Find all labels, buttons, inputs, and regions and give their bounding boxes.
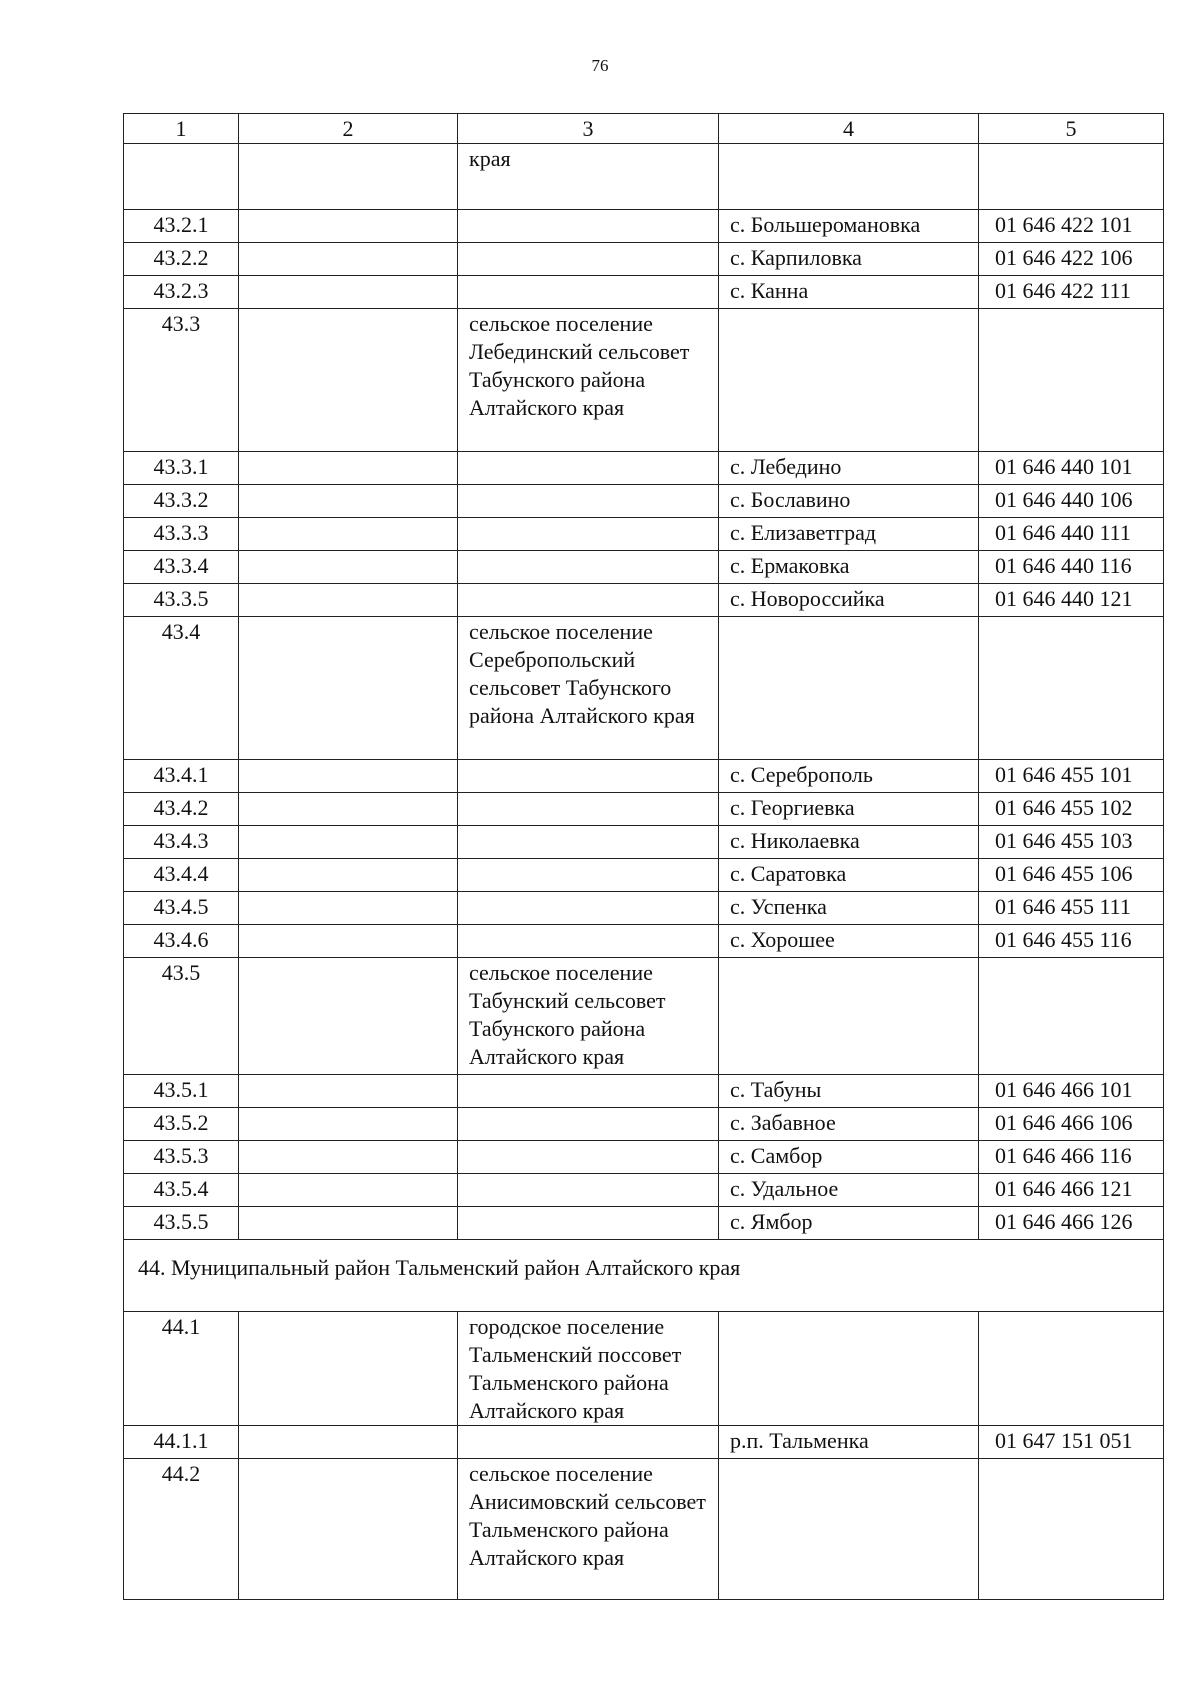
row-settlement-cell: с. Большеромановка [719, 210, 979, 243]
row-settlement-cell: с. Ямбор [719, 1207, 979, 1240]
row-code-cell: 44.1 [124, 1312, 239, 1426]
row-settlement-cell [719, 1459, 979, 1600]
row-empty-cell [239, 243, 458, 276]
row-municipality-cell [458, 485, 719, 518]
row-okato-cell: 01 646 440 121 [979, 584, 1164, 617]
row-okato-cell [979, 617, 1164, 760]
row-code-cell: 43.3 [124, 309, 239, 452]
row-code-cell: 43.4.3 [124, 826, 239, 859]
row-okato-cell: 01 646 422 111 [979, 276, 1164, 309]
row-okato-cell: 01 646 440 111 [979, 518, 1164, 551]
row-empty-cell [239, 1207, 458, 1240]
page-number: 76 [591, 56, 609, 75]
row-okato-cell: 01 646 440 101 [979, 452, 1164, 485]
row-municipality-cell [458, 826, 719, 859]
row-settlement-cell: с. Забавное [719, 1108, 979, 1141]
row-municipality-cell [458, 1075, 719, 1108]
row-empty-cell [239, 1108, 458, 1141]
row-settlement-cell: с. Удальное [719, 1174, 979, 1207]
row-code-cell: 43.4.2 [124, 793, 239, 826]
row-municipality-cell [458, 276, 719, 309]
table-row [124, 892, 1164, 925]
row-settlement-cell: с. Елизаветград [719, 518, 979, 551]
table-row [124, 1207, 1164, 1240]
table-row [124, 1075, 1164, 1108]
section-header-row [124, 1240, 1164, 1312]
column-header-1: 1 [124, 114, 239, 144]
row-settlement-cell [719, 144, 979, 210]
column-header-4: 4 [719, 114, 979, 144]
row-settlement-cell [719, 958, 979, 1075]
table-row [124, 859, 1164, 892]
row-settlement-cell: с. Николаевка [719, 826, 979, 859]
row-empty-cell [239, 859, 458, 892]
row-code-cell: 43.3.5 [124, 584, 239, 617]
row-settlement-cell: с. Самбор [719, 1141, 979, 1174]
row-code-cell: 43.3.3 [124, 518, 239, 551]
row-code-cell: 44.2 [124, 1459, 239, 1600]
row-municipality-cell [458, 1174, 719, 1207]
row-empty-cell [239, 276, 458, 309]
row-okato-cell: 01 646 466 116 [979, 1141, 1164, 1174]
row-municipality-cell [458, 243, 719, 276]
row-settlement-cell: с. Новороссийка [719, 584, 979, 617]
table-row [124, 1459, 1164, 1600]
row-okato-cell [979, 144, 1164, 210]
table-row [124, 518, 1164, 551]
row-okato-cell: 01 646 466 126 [979, 1207, 1164, 1240]
table-row [124, 485, 1164, 518]
table-row [124, 958, 1164, 1075]
row-code-cell: 43.3.2 [124, 485, 239, 518]
row-empty-cell [239, 485, 458, 518]
row-municipality-cell [458, 452, 719, 485]
row-municipality-cell [458, 210, 719, 243]
table-row [124, 551, 1164, 584]
table-row [124, 925, 1164, 958]
row-settlement-cell: с. Ермаковка [719, 551, 979, 584]
row-municipality-cell [458, 859, 719, 892]
row-code-cell: 43.5.3 [124, 1141, 239, 1174]
row-municipality-cell [458, 892, 719, 925]
row-okato-cell: 01 646 466 101 [979, 1075, 1164, 1108]
row-code-cell: 43.5.4 [124, 1174, 239, 1207]
row-okato-cell: 01 646 455 116 [979, 925, 1164, 958]
row-code-cell: 43.5 [124, 958, 239, 1075]
row-municipality-cell: сельское поселение Табунский сельсовет Табунского района Алтайского края [458, 958, 719, 1075]
row-code-cell: 43.4.6 [124, 925, 239, 958]
row-okato-cell: 01 646 422 101 [979, 210, 1164, 243]
table-row [124, 617, 1164, 760]
table-row [124, 276, 1164, 309]
row-okato-cell: 01 646 455 103 [979, 826, 1164, 859]
row-okato-cell [979, 958, 1164, 1075]
table-row [124, 243, 1164, 276]
row-empty-cell [239, 793, 458, 826]
row-okato-cell: 01 646 440 106 [979, 485, 1164, 518]
row-empty-cell [239, 1141, 458, 1174]
row-code-cell: 43.4.4 [124, 859, 239, 892]
row-municipality-cell [458, 1426, 719, 1459]
row-okato-cell [979, 309, 1164, 452]
row-municipality-cell [458, 1207, 719, 1240]
table-row [124, 584, 1164, 617]
row-empty-cell [239, 518, 458, 551]
table-row [124, 793, 1164, 826]
row-code-cell [124, 144, 239, 210]
row-code-cell: 43.4 [124, 617, 239, 760]
row-empty-cell [239, 925, 458, 958]
row-okato-cell [979, 1459, 1164, 1600]
table-row [124, 1141, 1164, 1174]
row-code-cell: 43.2.3 [124, 276, 239, 309]
row-municipality-cell [458, 925, 719, 958]
row-code-cell: 43.2.1 [124, 210, 239, 243]
table-row [124, 1426, 1164, 1459]
table-header-row [124, 114, 1164, 144]
row-municipality-cell [458, 793, 719, 826]
row-settlement-cell: с. Хорошее [719, 925, 979, 958]
row-empty-cell [239, 1312, 458, 1426]
row-code-cell: 43.5.1 [124, 1075, 239, 1108]
table-row [124, 760, 1164, 793]
row-code-cell: 44.1.1 [124, 1426, 239, 1459]
row-empty-cell [239, 958, 458, 1075]
row-municipality-cell [458, 551, 719, 584]
row-code-cell: 43.4.1 [124, 760, 239, 793]
row-okato-cell [979, 1312, 1164, 1426]
section-title: 44. Муниципальный район Тальменский район Алтайского края [124, 1240, 1164, 1312]
row-okato-cell: 01 646 455 106 [979, 859, 1164, 892]
row-municipality-cell: сельское поселение Анисимовский сельсовет Тальменского района Алтайского края [458, 1459, 719, 1600]
row-code-cell: 43.5.2 [124, 1108, 239, 1141]
row-empty-cell [239, 617, 458, 760]
row-municipality-cell: края [458, 144, 719, 210]
row-empty-cell [239, 1459, 458, 1600]
row-settlement-cell: с. Сереброполь [719, 760, 979, 793]
row-empty-cell [239, 1426, 458, 1459]
row-code-cell: 43.2.2 [124, 243, 239, 276]
row-empty-cell [239, 892, 458, 925]
row-settlement-cell: с. Саратовка [719, 859, 979, 892]
table-row [124, 144, 1164, 210]
row-empty-cell [239, 551, 458, 584]
column-header-3: 3 [458, 114, 719, 144]
row-municipality-cell [458, 1108, 719, 1141]
table-row [124, 826, 1164, 859]
row-settlement-cell: с. Лебедино [719, 452, 979, 485]
row-okato-cell: 01 646 422 106 [979, 243, 1164, 276]
row-municipality-cell [458, 518, 719, 551]
row-empty-cell [239, 1174, 458, 1207]
table-row [124, 452, 1164, 485]
row-code-cell: 43.3.1 [124, 452, 239, 485]
row-okato-cell: 01 646 466 106 [979, 1108, 1164, 1141]
row-empty-cell [239, 760, 458, 793]
row-settlement-cell: с. Табуны [719, 1075, 979, 1108]
row-okato-cell: 01 646 455 102 [979, 793, 1164, 826]
row-settlement-cell [719, 309, 979, 452]
row-settlement-cell: с. Бославино [719, 485, 979, 518]
row-okato-cell: 01 646 466 121 [979, 1174, 1164, 1207]
settlements-table [123, 113, 1164, 1600]
row-empty-cell [239, 826, 458, 859]
table-row [124, 309, 1164, 452]
row-okato-cell: 01 646 455 111 [979, 892, 1164, 925]
row-settlement-cell: с. Канна [719, 276, 979, 309]
row-code-cell: 43.4.5 [124, 892, 239, 925]
row-settlement-cell [719, 617, 979, 760]
row-empty-cell [239, 210, 458, 243]
row-empty-cell [239, 309, 458, 452]
row-okato-cell: 01 647 151 051 [979, 1426, 1164, 1459]
row-code-cell: 43.5.5 [124, 1207, 239, 1240]
row-okato-cell: 01 646 440 116 [979, 551, 1164, 584]
column-header-2: 2 [239, 114, 458, 144]
row-municipality-cell [458, 584, 719, 617]
row-municipality-cell: сельское поселение Лебединский сельсовет Табунского района Алтайского края [458, 309, 719, 452]
table-row [124, 1312, 1164, 1426]
row-empty-cell [239, 584, 458, 617]
row-settlement-cell: р.п. Тальменка [719, 1426, 979, 1459]
row-settlement-cell: с. Георгиевка [719, 793, 979, 826]
row-municipality-cell: сельское поселение Серебропольский сельсовет Табунского района Алтайского края [458, 617, 719, 760]
row-municipality-cell [458, 1141, 719, 1174]
row-municipality-cell: городское поселение Тальменский поссовет Тальменского района Алтайского края [458, 1312, 719, 1426]
row-settlement-cell: с. Карпиловка [719, 243, 979, 276]
table-row [124, 1174, 1164, 1207]
column-header-5: 5 [979, 114, 1164, 144]
table-row [124, 210, 1164, 243]
row-empty-cell [239, 144, 458, 210]
row-empty-cell [239, 452, 458, 485]
row-okato-cell: 01 646 455 101 [979, 760, 1164, 793]
row-code-cell: 43.3.4 [124, 551, 239, 584]
row-municipality-cell [458, 760, 719, 793]
row-settlement-cell [719, 1312, 979, 1426]
row-settlement-cell: с. Успенка [719, 892, 979, 925]
row-empty-cell [239, 1075, 458, 1108]
table-row [124, 1108, 1164, 1141]
